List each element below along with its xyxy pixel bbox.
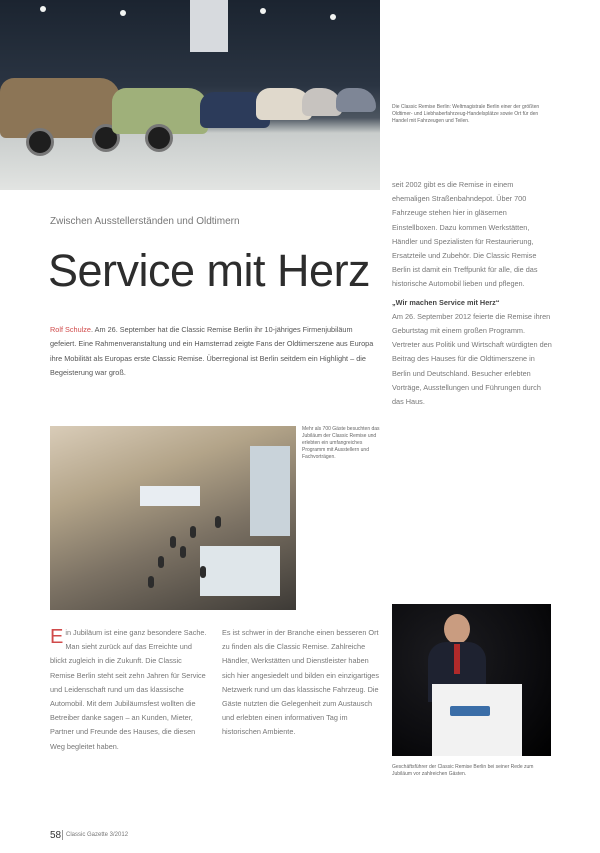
event-crowd-photo — [50, 426, 296, 610]
lead-text: . Am 26. September hat die Classic Remise Berlin ihr 10-jähriges Firmenjubiläum gefeiert. Eine Rahmenveranstaltung und ein Hamsterrad zeigte Fans der Oldtimerszene aus Europa ihre Mobilität als Europas erste Classic Remise. Überregional ist Berlin seitdem ein Highlight – die Begeisterung war groß. — [50, 325, 374, 377]
article-headline: Service mit Herz — [48, 245, 371, 296]
page-number: 58 — [50, 830, 62, 841]
right-column-text — [392, 178, 552, 458]
dropcap: E — [50, 626, 64, 648]
column-1 — [50, 626, 208, 822]
folio-divider — [62, 830, 63, 840]
lead-author: Rolf Schulze — [50, 325, 91, 334]
exhibition-hall-photo — [0, 0, 380, 190]
speaker-caption: Geschäftsführer der Classic Remise Berlin bei seiner Rede zum Jubiläum vor zahlreichen Gästen. — [392, 764, 534, 777]
column-2: Es ist schwer in der Branche einen besseren Ort zu finden als die Classic Remise. Zahlreiche Händler, Werkstätten und Dienstleister haben sich hier angesiedelt und bilden ein einzigartiges Netzwerk rund um das klassische Fahrzeug. Die Gäste nutzten die Gelegenheit zum Austausch und erlebten einen informativen Tag im historischen Ambiente. — [222, 628, 379, 737]
folio-text: Classic Gazette 3/2012 — [66, 832, 129, 838]
article-kicker: Zwischen Ausstellerständen und Oldtimern — [50, 216, 240, 227]
column-1-text: in Jubiläum ist eine ganz besondere Sache. Man sieht zurück auf das Erreichte und blickt zugleich in die Zukunft. Die Classic Remise Berlin steht seit zehn Jahren für Service und Leidenschaft rund um das klassische Automobil. Mit dem Jubiläumsfest wollten die Betreiber danke sagen – an Kunden, Mieter, Partner und Freunde des Hauses, die diesen Weg begleitet haben. — [50, 628, 207, 751]
right-subhead: „Wir machen Service mit Herz“ — [392, 297, 500, 307]
right-col-paragraph: seit 2002 gibt es die Remise in einem ehemaligen Straßenbahndepot. Über 700 Fahrzeuge stehen hier in gläsernen Einstellboxen. Dazu kommen Werkstätten, Händler und Spezialisten für Restaurierung, Ersatzteile und Zubehör. Die Classic Remise Berlin ist damit ein Treffpunkt für alle, die das historische Automobil lieben und pflegen. — [392, 180, 538, 289]
article-lead — [50, 323, 380, 380]
right-col-paragraph-2: Am 26. September 2012 feierte die Remise ihren Geburtstag mit einem großen Programm. Vertreter aus Politik und Wirtschaft würdigten den Beitrag des Hauses für die Oldtimerszene in Berlin und Deutschland. Besucher erlebten Vorträge, Ausstellungen und Führungen durch das Haus. — [392, 311, 552, 407]
mid-photo-caption: Mehr als 700 Gäste besuchten das Jubiläum der Classic Remise und erlebten ein umfangreiches Programm mit Ausstellern und Fachvorträgen. — [302, 426, 380, 460]
top-photo-caption: Die Classic Remise Berlin: Weltmagistrale Berlin einer der größten Oldtimer- und Liebhaberfahrzeug-Handelsplätze sowie Ort für den Handel mit Fahrzeugen und Teilen. — [392, 104, 540, 124]
speaker-photo — [392, 604, 551, 756]
